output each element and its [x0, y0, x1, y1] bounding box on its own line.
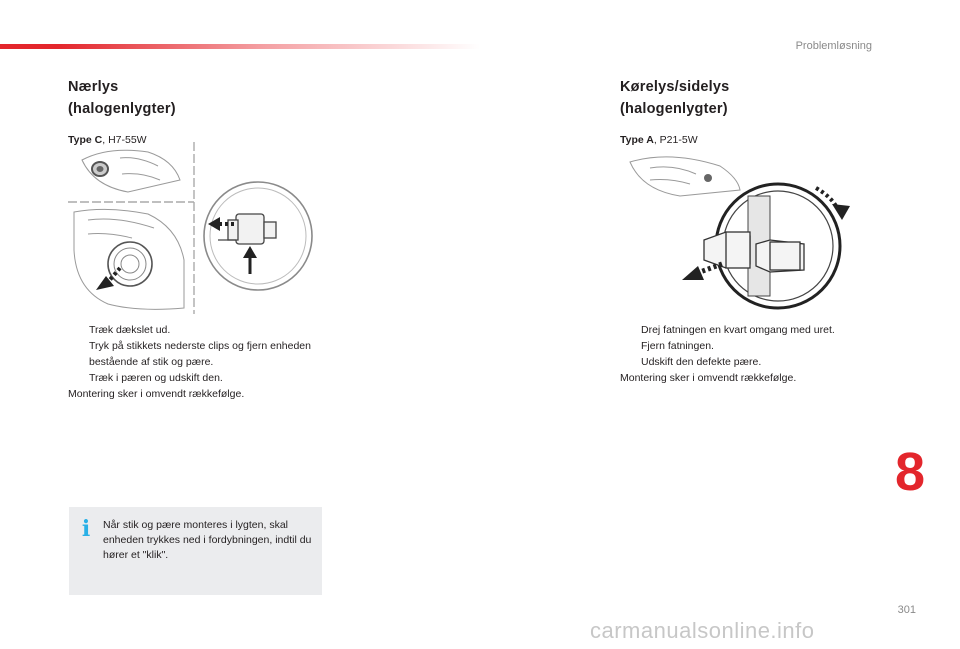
right-step — [620, 338, 890, 354]
daytime-light-illustration — [620, 148, 860, 314]
chapter-number: 8 — [894, 442, 926, 502]
left-title — [68, 76, 328, 120]
left-step-text: Træk i pæren og udskift den. — [89, 372, 223, 384]
left-step-text: Tryk på stikkets nederste clips og fjern enheden bestående af stik og pære. — [89, 340, 311, 368]
left-step — [68, 338, 338, 370]
right-step — [620, 322, 890, 338]
low-beam-illustration — [68, 140, 318, 316]
right-step-text: Udskift den defekte pære. — [641, 356, 762, 368]
left-closing: Montering sker i omvendt rækkefølge. — [68, 388, 245, 400]
right-step — [620, 354, 890, 370]
watermark: carmanualsonline.info — [590, 618, 815, 643]
left-step — [68, 370, 338, 386]
right-title — [620, 76, 880, 120]
left-step — [68, 322, 338, 338]
left-steps — [68, 322, 338, 402]
right-type-label: Type A — [620, 134, 654, 146]
left-title-line2: (halogenlygter) — [68, 101, 176, 117]
left-type-value: , H7-55W — [102, 134, 147, 146]
right-step-text: Fjern fatningen. — [641, 340, 714, 352]
right-title-line2: (halogenlygter) — [620, 101, 728, 117]
right-steps — [620, 322, 890, 386]
section-title: Problemløsning — [795, 40, 872, 52]
top-accent-bar — [0, 44, 480, 49]
info-note — [69, 507, 322, 595]
left-type-label: Type C — [68, 134, 103, 146]
left-title-line1: Nærlys — [68, 79, 119, 95]
left-column — [68, 76, 328, 146]
right-step-text: Drej fatningen en kvart omgang med uret. — [641, 324, 835, 336]
right-type-value: , P21-5W — [653, 134, 698, 146]
page-number: 301 — [897, 604, 916, 616]
info-note-text: Når stik og pære monteres i lygten, skal enheden trykkes ned i fordybningen, indtil du hører et "klik". — [103, 519, 312, 561]
right-closing: Montering sker i omvendt rækkefølge. — [620, 372, 797, 384]
left-step-text: Træk dækslet ud. — [89, 324, 171, 336]
info-icon: i — [81, 516, 91, 542]
right-type-line — [620, 134, 880, 146]
right-column — [620, 76, 880, 146]
right-title-line1: Kørelys/sidelys — [620, 79, 730, 95]
